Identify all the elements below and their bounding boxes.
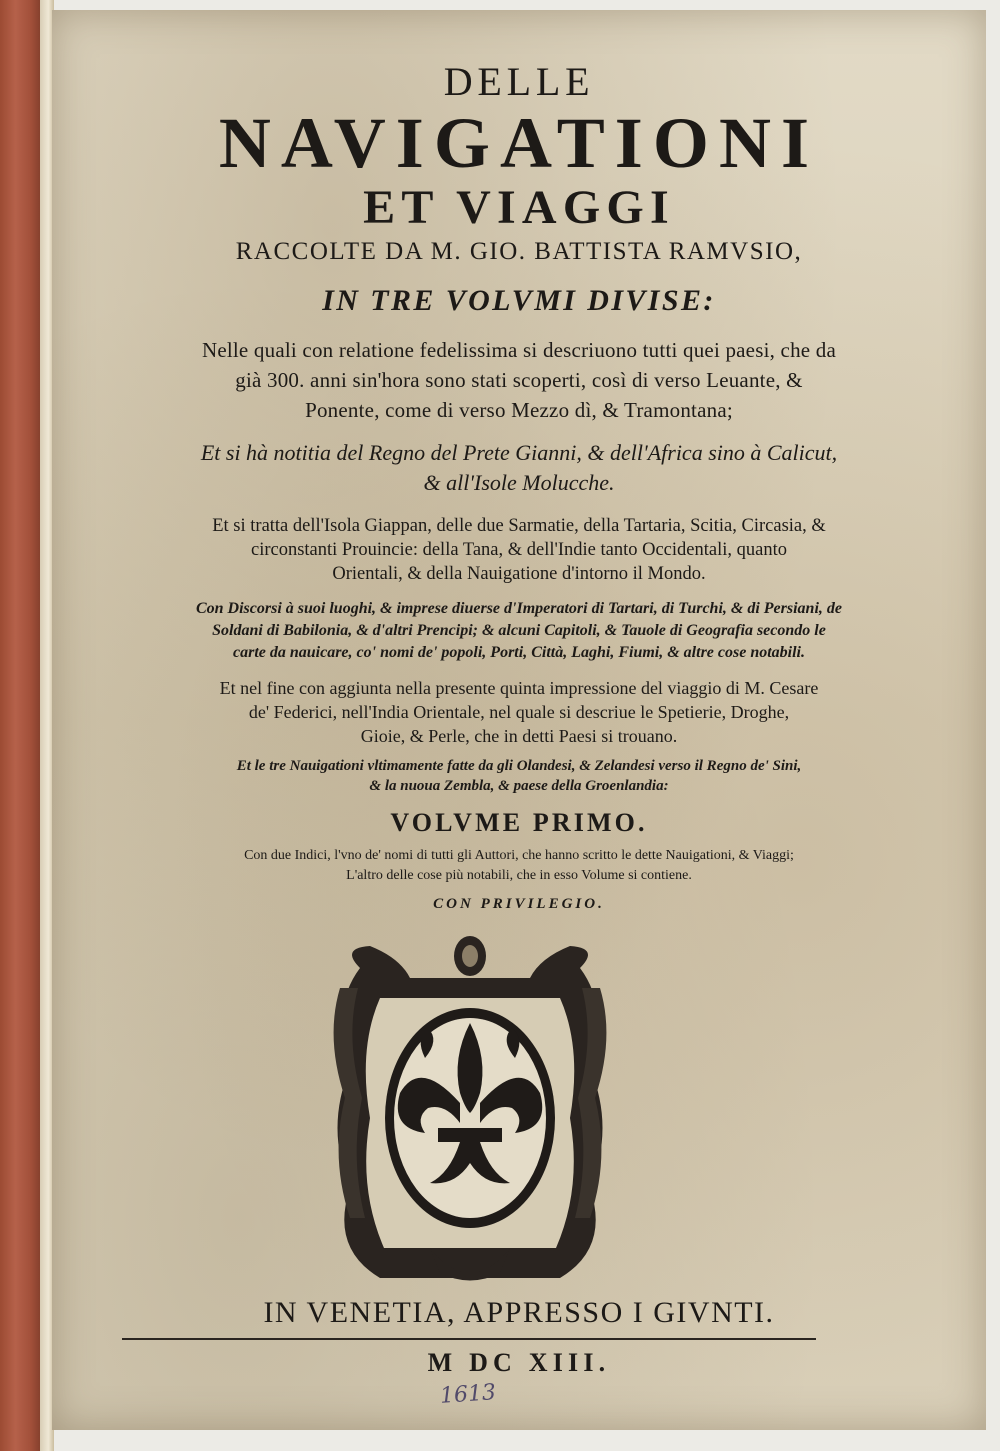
privilegio-line: CON PRIVILEGIO. <box>433 896 605 912</box>
discorsi-line-3: carte da nauicare, co' nomi de' popoli, Porti, Città, Laghi, Fiumi, & altre cose notabili. <box>232 644 805 661</box>
book-binding <box>0 0 44 1451</box>
imprint-rule <box>122 1338 816 1340</box>
italic-line-1: Et si hà notitia del Regno del Prete Gianni, & dell'Africa sino à Calicut, <box>200 440 838 465</box>
et-si-tratta-line-2: circonstanti Prouincie: della Tana, & dell'Indie tanto Occidentali, quanto <box>251 540 787 560</box>
navigationi-line-2: & la nuoua Zembla, & paese della Groenlandia: <box>369 778 669 794</box>
imprint-line: IN VENETIA, APPRESSO I GIVNTI. <box>263 1296 775 1329</box>
title-et-viaggi: ET VIAGGI <box>363 181 675 234</box>
fine-line-2: de' Federici, nell'India Orientale, nel quale si descriue le Spetierie, Droghe, <box>248 702 790 722</box>
roman-year: M DC XIII. <box>427 1348 611 1377</box>
fleur-de-lis-emblem-icon <box>320 928 620 1298</box>
volume-heading: VOLVME PRIMO. <box>390 808 648 837</box>
volumes-line: IN TRE VOLVMI DIVISE: <box>322 284 716 317</box>
et-si-tratta-line-1: Et si tratta dell'Isola Giappan, delle due Sarmatie, della Tartaria, Scitia, Circasia, & <box>212 516 826 536</box>
navigationi-line-1: Et le tre Nauigationi vltimamente fatte da gli Olandesi, & Zelandesi verso il Regno de' Sini, <box>236 758 802 774</box>
editor-line: RACCOLTE DA M. GIO. BATTISTA RAMVSIO, <box>235 238 803 265</box>
et-si-tratta-line-3: Orientali, & della Nauigatione d'intorno il Mondo. <box>332 564 706 584</box>
fine-line-1: Et nel fine con aggiunta nella presente quinta impressione del viaggio di M. Cesare <box>219 678 819 698</box>
description-line-2: già 300. anni sin'hora sono stati scoperti, così di verso Leuante, & <box>235 368 803 392</box>
title-delle: DELLE <box>443 59 595 104</box>
discorsi-line-1: Con Discorsi à suoi luoghi, & imprese diuerse d'Imperatori di Tartari, di Turchi, & di Persiani, de <box>195 600 842 617</box>
description-line-3: Ponente, come di verso Mezzo dì, & Tramontana; <box>305 398 733 422</box>
indici-line-2: L'altro delle cose più notabili, che in esso Volume si contiene. <box>346 868 692 883</box>
italic-line-2: & all'Isole Molucche. <box>423 470 615 495</box>
description-line-1: Nelle quali con relatione fedelissima si descriuono tutti quei paesi, che da <box>201 338 837 362</box>
discorsi-line-2: Soldani di Babilonia, & d'altri Prencipi; & alcuni Capitoli, & Tauole di Geografia secondo le <box>212 622 826 639</box>
indici-line-1: Con due Indici, l'vno de' nomi di tutti gli Auttori, che hanno scritto le dette Nauigationi, & Viaggi; <box>244 848 794 863</box>
title-page <box>52 10 986 1430</box>
title-navigationi: NAVIGATIONI <box>218 103 820 183</box>
fine-line-3: Gioie, & Perle, che in detti Paesi si trouano. <box>360 726 678 746</box>
handwritten-year: 1613 <box>439 1380 497 1409</box>
